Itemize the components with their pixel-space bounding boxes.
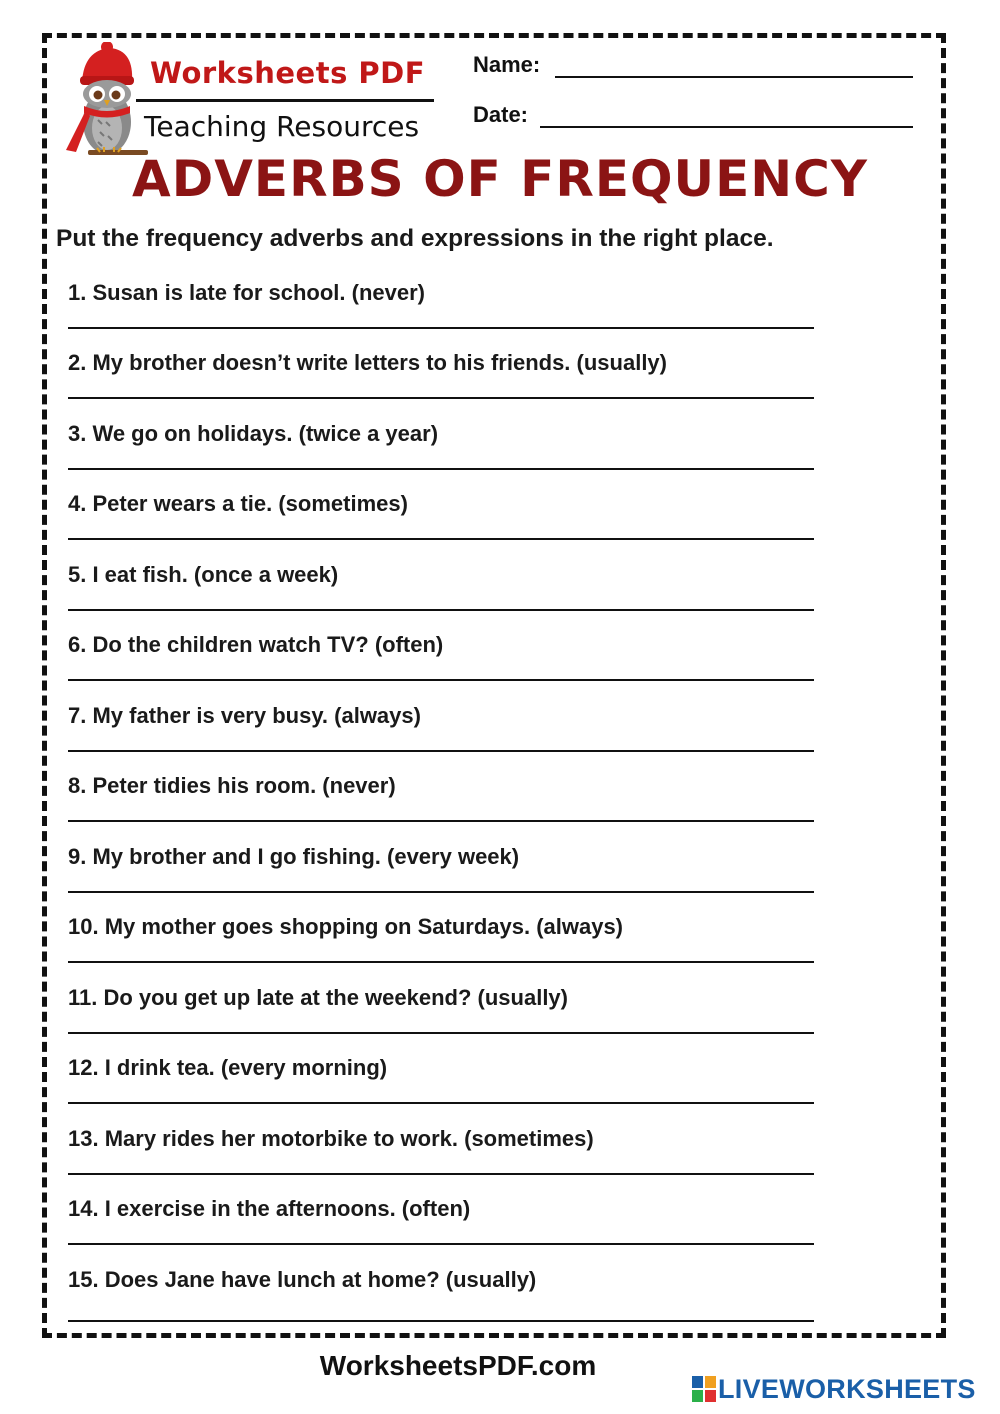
question-text: 1. Susan is late for school. (never) [68, 280, 425, 305]
answer-line[interactable] [68, 538, 814, 540]
name-label: Name: [473, 52, 541, 77]
question-text: 8. Peter tidies his room. (never) [68, 773, 396, 798]
answer-line[interactable] [68, 891, 814, 893]
answer-line[interactable] [68, 820, 814, 822]
owl-mascot-icon [60, 42, 150, 164]
question-text: 13. Mary rides her motorbike to work. (sometimes) [68, 1126, 594, 1151]
question-text: 4. Peter wears a tie. (sometimes) [68, 491, 408, 516]
worksheet-title: ADVERBS OF FREQUENCY [132, 150, 868, 208]
liveworksheets-badge[interactable] [692, 1373, 976, 1405]
answer-line[interactable] [68, 961, 814, 963]
question-text: 3. We go on holidays. (twice a year) [68, 421, 439, 446]
question-text: 9. My brother and I go fishing. (every week) [68, 844, 520, 869]
question-text: 5. I eat fish. (once a week) [68, 562, 339, 587]
liveworksheets-logo-icon [692, 1376, 716, 1402]
question-text: 14. I exercise in the afternoons. (often) [68, 1196, 471, 1221]
question-text: 6. Do the children watch TV? (often) [68, 632, 444, 657]
footer-site-name: WorksheetsPDF.com [319, 1350, 597, 1381]
answer-line[interactable] [68, 1243, 814, 1245]
question-text: 11. Do you get up late at the weekend? (usually) [68, 985, 568, 1010]
question-text: 7. My father is very busy. (always) [68, 703, 421, 728]
answer-line[interactable] [68, 1032, 814, 1034]
brand-title: Worksheets PDF [150, 56, 426, 90]
answer-line[interactable] [68, 679, 814, 681]
question-text: 2. My brother doesn’t write letters to his friends. (usually) [68, 350, 667, 375]
answer-line[interactable] [68, 1102, 814, 1104]
date-field-line[interactable] [540, 126, 913, 128]
answer-line[interactable] [68, 327, 814, 329]
answer-line[interactable] [68, 1173, 814, 1175]
brand-subtitle: Teaching Resources [144, 110, 420, 143]
answer-line[interactable] [68, 468, 814, 470]
brand-divider [136, 99, 434, 102]
question-text: 10. My mother goes shopping on Saturdays. (always) [68, 914, 624, 939]
date-label: Date: [473, 102, 529, 127]
answer-line[interactable] [68, 1320, 814, 1322]
answer-line[interactable] [68, 609, 814, 611]
answer-line[interactable] [68, 750, 814, 752]
question-text: 12. I drink tea. (every morning) [68, 1055, 388, 1080]
question-text: 15. Does Jane have lunch at home? (usually) [68, 1267, 537, 1292]
answer-line[interactable] [68, 397, 814, 399]
instruction-text: Put the frequency adverbs and expressions in the right place. [56, 225, 774, 252]
liveworksheets-label: LIVEWORKSHEETS [718, 1373, 976, 1404]
name-field-line[interactable] [555, 76, 913, 78]
